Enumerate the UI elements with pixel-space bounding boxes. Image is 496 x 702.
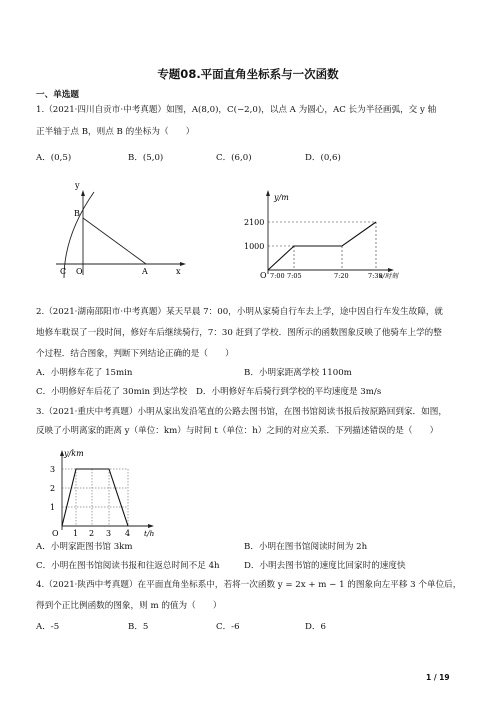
- tick-y1: 1: [50, 503, 56, 512]
- q3-option-c: C．小明在图书馆阅读书报和往返总时间不足 4h: [36, 561, 220, 571]
- distance-line: [62, 469, 128, 526]
- q4-option-a: A．-5: [36, 622, 60, 632]
- tick-1000: 1000: [244, 242, 265, 251]
- tick-705: 7:05: [287, 272, 302, 280]
- section-heading: 一、单选题: [36, 90, 79, 100]
- q2-option-c: C．小明修好车后花了 30min 到达学校: [36, 387, 188, 397]
- point-c-label: C: [60, 267, 67, 276]
- tick-t2: 2: [89, 529, 95, 538]
- tick-700: 7:00: [270, 272, 285, 280]
- tick-t1: 1: [73, 529, 79, 538]
- q1-option-b: B．(5,0): [128, 153, 164, 163]
- x-axis-arrow: [148, 524, 154, 528]
- q3-text-line1: 3.（2021·重庆中考真题）小明从家出发沿笔直的公路去图书馆，在图书馆阅读书报后按原路回到家．如图，: [36, 407, 447, 417]
- x-axis-label: t/h: [144, 529, 155, 538]
- origin-label: O: [52, 529, 59, 538]
- point-b-label: B: [74, 209, 80, 218]
- tick-720: 7:20: [334, 272, 349, 280]
- q1-figure: [54, 180, 194, 280]
- origin-label: O: [260, 271, 267, 280]
- y-axis-arrow: [266, 190, 270, 196]
- x-label: x: [176, 267, 181, 276]
- q2-figure: [230, 186, 400, 282]
- q1-option-c: C．(6,0): [216, 153, 252, 163]
- q4-option-b: B．5: [128, 622, 149, 632]
- tick-730: 7:30: [368, 272, 383, 280]
- tick-2100: 2100: [244, 218, 265, 227]
- page-title: 专题08.平面直角坐标系与一次函数: [157, 67, 339, 81]
- y-axis-label: y/m: [274, 193, 289, 202]
- q4-option-d: D．6: [305, 622, 326, 632]
- q3-figure: [40, 444, 170, 540]
- x-axis-arrow: [180, 262, 186, 266]
- x-axis-label: x/时刻: [379, 272, 398, 280]
- y-axis-label: y/km: [64, 449, 84, 458]
- origin-label: O: [76, 267, 83, 276]
- tick-y2: 2: [50, 484, 56, 493]
- q1-text-line1: 1.（2021·四川自贡市·中考真题）如图，A(8,0)，C(−2,0)，以点 A 为圆心，AC 长为半径画弧，交 y 轴: [36, 105, 437, 115]
- q1-text-line2: 正半轴于点 B，则点 B 的坐标为（ ）: [36, 127, 195, 137]
- q2-option-d: D．小明修好车后骑行到学校的平均速度是 3m/s: [196, 387, 382, 397]
- q3-text-line2: 反映了小明离家的距离 y（单位：km）与时间 t（单位：h）之间的对应关系．下列描述错误的是（ ）: [36, 426, 439, 436]
- arc-cb: [64, 192, 94, 278]
- q4-option-c: C．-6: [216, 622, 240, 632]
- q3-option-d: D．小明去图书馆的速度比回家时的速度快: [244, 561, 406, 571]
- q4-text-line2: 得到个正比例函数的图象，则 m 的值为（ ）: [36, 601, 222, 611]
- q2-text-line3: 个过程．结合图象，判断下列结论正确的是（ ）: [36, 349, 234, 359]
- page-number: 1 / 19: [426, 673, 450, 682]
- point-a-label: A: [142, 267, 148, 276]
- q2-text-line2: 地修车耽误了一段时间，修好车后继续骑行，7：30 赶到了学校．图所示的函数图象反映了他骑车上学的整: [36, 328, 442, 338]
- q2-option-b: B．小明家距离学校 1100m: [244, 368, 352, 378]
- segment-ab: [83, 218, 146, 264]
- q1-option-d: D．(0,6): [305, 153, 341, 163]
- q2-option-a: A．小明修车花了 15min: [36, 368, 133, 378]
- q3-option-b: B．小明在图书馆阅读时间为 2h: [244, 542, 368, 552]
- y-axis-arrow: [81, 190, 85, 196]
- y-label: y: [75, 181, 80, 190]
- tick-t3: 3: [106, 529, 112, 538]
- tick-y3: 3: [50, 465, 56, 474]
- q1-option-a: A．(0,5): [36, 153, 72, 163]
- tick-t4: 4: [125, 529, 131, 538]
- q3-option-a: A．小明家距图书馆 3km: [36, 542, 133, 552]
- q4-text-line1: 4.（2021·陕西中考真题）在平面直角坐标系中，若将一次函数 y = 2x + m − 1 的图象向左平移 3 个单位后，: [36, 580, 462, 590]
- q2-text-line1: 2.（2021·湖南邵阳市·中考真题）某天早晨 7：00，小明从家骑自行车去上学，途中因自行车发生故障，就: [36, 307, 444, 317]
